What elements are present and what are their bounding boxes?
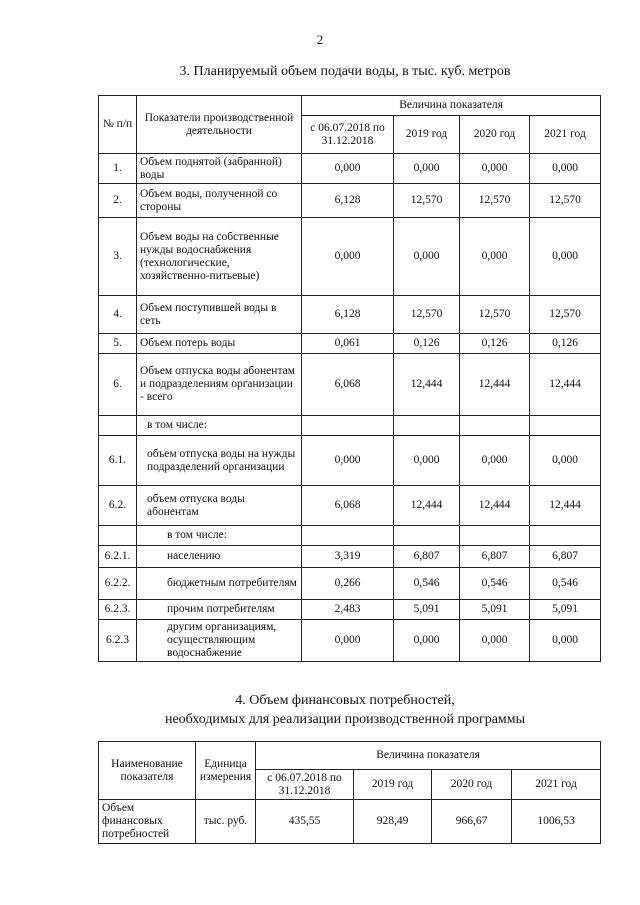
fin-header-unit: Единица измерения (196, 742, 256, 800)
fin-header-period-1: с 06.07.2018 по 31.12.2018 (256, 770, 354, 800)
row-value: 0,266 (302, 568, 394, 600)
table-row (99, 546, 601, 568)
row-number: 6.1. (99, 436, 137, 486)
fin-header-name: Наименование показателя (99, 742, 196, 800)
row-value: 6,128 (302, 184, 394, 218)
table-row (99, 600, 601, 620)
row-label: бюджетным потребителям (137, 568, 302, 600)
table-row (99, 800, 601, 844)
header-num: № п/п (99, 96, 137, 154)
header-indicator: Показатели производственной деятельности (137, 96, 302, 154)
row-number: 6.2.2. (99, 568, 137, 600)
row-value (530, 526, 601, 546)
section4-title-line1: 4. Объем финансовых потребностей, (235, 693, 455, 708)
row-value: 3,319 (302, 546, 394, 568)
row-value: 6,068 (302, 486, 394, 526)
table-row (99, 568, 601, 600)
table-row (99, 416, 601, 436)
fin-header-row (99, 742, 601, 770)
row-value: 6,807 (394, 546, 460, 568)
row-value: 0,000 (530, 218, 601, 296)
row-label: Объем воды на собственные нужды водоснабжения (технологические, хозяйственно-питьевые) (137, 218, 302, 296)
row-value: 0,126 (394, 334, 460, 354)
row-value: 5,091 (530, 600, 601, 620)
row-value: 0,000 (530, 620, 601, 662)
row-label: Объем воды, полученной со стороны (137, 184, 302, 218)
row-value: 12,444 (530, 354, 601, 416)
row-number: 6.2.3. (99, 600, 137, 620)
row-value: 5,091 (394, 600, 460, 620)
row-label: Объем поступившей воды в сеть (137, 296, 302, 334)
row-value: 12,570 (394, 296, 460, 334)
row-value: 0,000 (530, 154, 601, 184)
header-period-3: 2020 год (460, 116, 530, 154)
row-number: 3. (99, 218, 137, 296)
fin-row-unit: тыс. руб. (196, 800, 256, 844)
row-label: Объем поднятой (забранной) воды (137, 154, 302, 184)
header-period-1: с 06.07.2018 по 31.12.2018 (302, 116, 394, 154)
row-value: 0,546 (394, 568, 460, 600)
row-value (302, 526, 394, 546)
section4-title (0, 691, 640, 729)
row-value: 0,000 (302, 620, 394, 662)
row-value: 0,000 (530, 436, 601, 486)
row-value (460, 526, 530, 546)
table-row (99, 486, 601, 526)
row-value: 0,000 (394, 436, 460, 486)
table-row (99, 436, 601, 486)
fin-row-value: 928,49 (354, 800, 432, 844)
row-value: 12,570 (530, 296, 601, 334)
page-number: 2 (316, 32, 324, 47)
row-number (99, 416, 137, 436)
row-value: 0,546 (530, 568, 601, 600)
row-value: 0,126 (460, 334, 530, 354)
row-number: 6.2. (99, 486, 137, 526)
row-number: 2. (99, 184, 137, 218)
table-row (99, 526, 601, 546)
row-value: 12,444 (460, 486, 530, 526)
row-value: 0,000 (460, 620, 530, 662)
fin-row-value: 1006,53 (512, 800, 601, 844)
row-label: прочим потребителям (137, 600, 302, 620)
section3-title: 3. Планируемый объем подачи воды, в тыс. куб. метров (179, 64, 511, 79)
row-value: 12,570 (394, 184, 460, 218)
row-value: 0,000 (394, 154, 460, 184)
row-value: 0,000 (460, 218, 530, 296)
row-label: населению (137, 546, 302, 568)
row-number (99, 526, 137, 546)
table-row (99, 184, 601, 218)
row-value: 12,444 (394, 486, 460, 526)
fin-row-value: 435,55 (256, 800, 354, 844)
row-value: 0,061 (302, 334, 394, 354)
row-value: 0,000 (460, 154, 530, 184)
row-value: 12,570 (530, 184, 601, 218)
row-number: 6. (99, 354, 137, 416)
row-value: 12,444 (394, 354, 460, 416)
table-header-row (99, 96, 601, 116)
table-row (99, 354, 601, 416)
row-label: объем отпуска воды абонентам (137, 486, 302, 526)
row-value: 12,444 (460, 354, 530, 416)
table-row (99, 154, 601, 184)
row-value: 6,068 (302, 354, 394, 416)
row-value: 12,570 (460, 184, 530, 218)
section4-title-line2: необходимых для реализации производственной программы (164, 712, 526, 727)
row-value (530, 416, 601, 436)
row-value: 0,000 (302, 436, 394, 486)
row-value: 12,570 (460, 296, 530, 334)
header-value-group: Величина показателя (302, 96, 601, 116)
header-period-2: 2019 год (394, 116, 460, 154)
fin-row-label: Объем финансовых потребностей (99, 800, 196, 844)
header-period-4: 2021 год (530, 116, 601, 154)
row-value: 0,546 (460, 568, 530, 600)
row-value (460, 416, 530, 436)
row-value: 5,091 (460, 600, 530, 620)
row-value: 6,807 (530, 546, 601, 568)
row-value: 0,000 (394, 218, 460, 296)
row-number: 4. (99, 296, 137, 334)
financial-needs-table (98, 741, 601, 844)
row-label: объем отпуска воды на нужды подразделений организации (137, 436, 302, 486)
table-row (99, 334, 601, 354)
row-value: 6,128 (302, 296, 394, 334)
row-number: 6.2.3 (99, 620, 137, 662)
row-value: 0,000 (394, 620, 460, 662)
row-value: 0,000 (302, 218, 394, 296)
row-value (302, 416, 394, 436)
row-label: Объем потерь воды (137, 334, 302, 354)
row-value: 0,000 (302, 154, 394, 184)
table-row (99, 620, 601, 662)
row-value: 2,483 (302, 600, 394, 620)
row-value: 0,000 (460, 436, 530, 486)
fin-row-value: 966,67 (432, 800, 512, 844)
row-number: 1. (99, 154, 137, 184)
row-label: в том числе: (137, 416, 302, 436)
row-value: 12,444 (530, 486, 601, 526)
row-number: 6.2.1. (99, 546, 137, 568)
row-value: 0,126 (530, 334, 601, 354)
row-label: Объем отпуска воды абонентам и подразделениям организации - всего (137, 354, 302, 416)
fin-header-period-2: 2019 год (354, 770, 432, 800)
fin-header-value-group: Величина показателя (256, 742, 601, 770)
table-row (99, 218, 601, 296)
row-number: 5. (99, 334, 137, 354)
row-label: в том числе: (137, 526, 302, 546)
fin-header-period-4: 2021 год (512, 770, 601, 800)
row-value (394, 526, 460, 546)
table-row (99, 296, 601, 334)
row-value (394, 416, 460, 436)
fin-header-period-3: 2020 год (432, 770, 512, 800)
water-supply-table (98, 95, 601, 662)
row-value: 6,807 (460, 546, 530, 568)
row-label: другим организациям, осуществляющим водоснабжение (137, 620, 302, 662)
